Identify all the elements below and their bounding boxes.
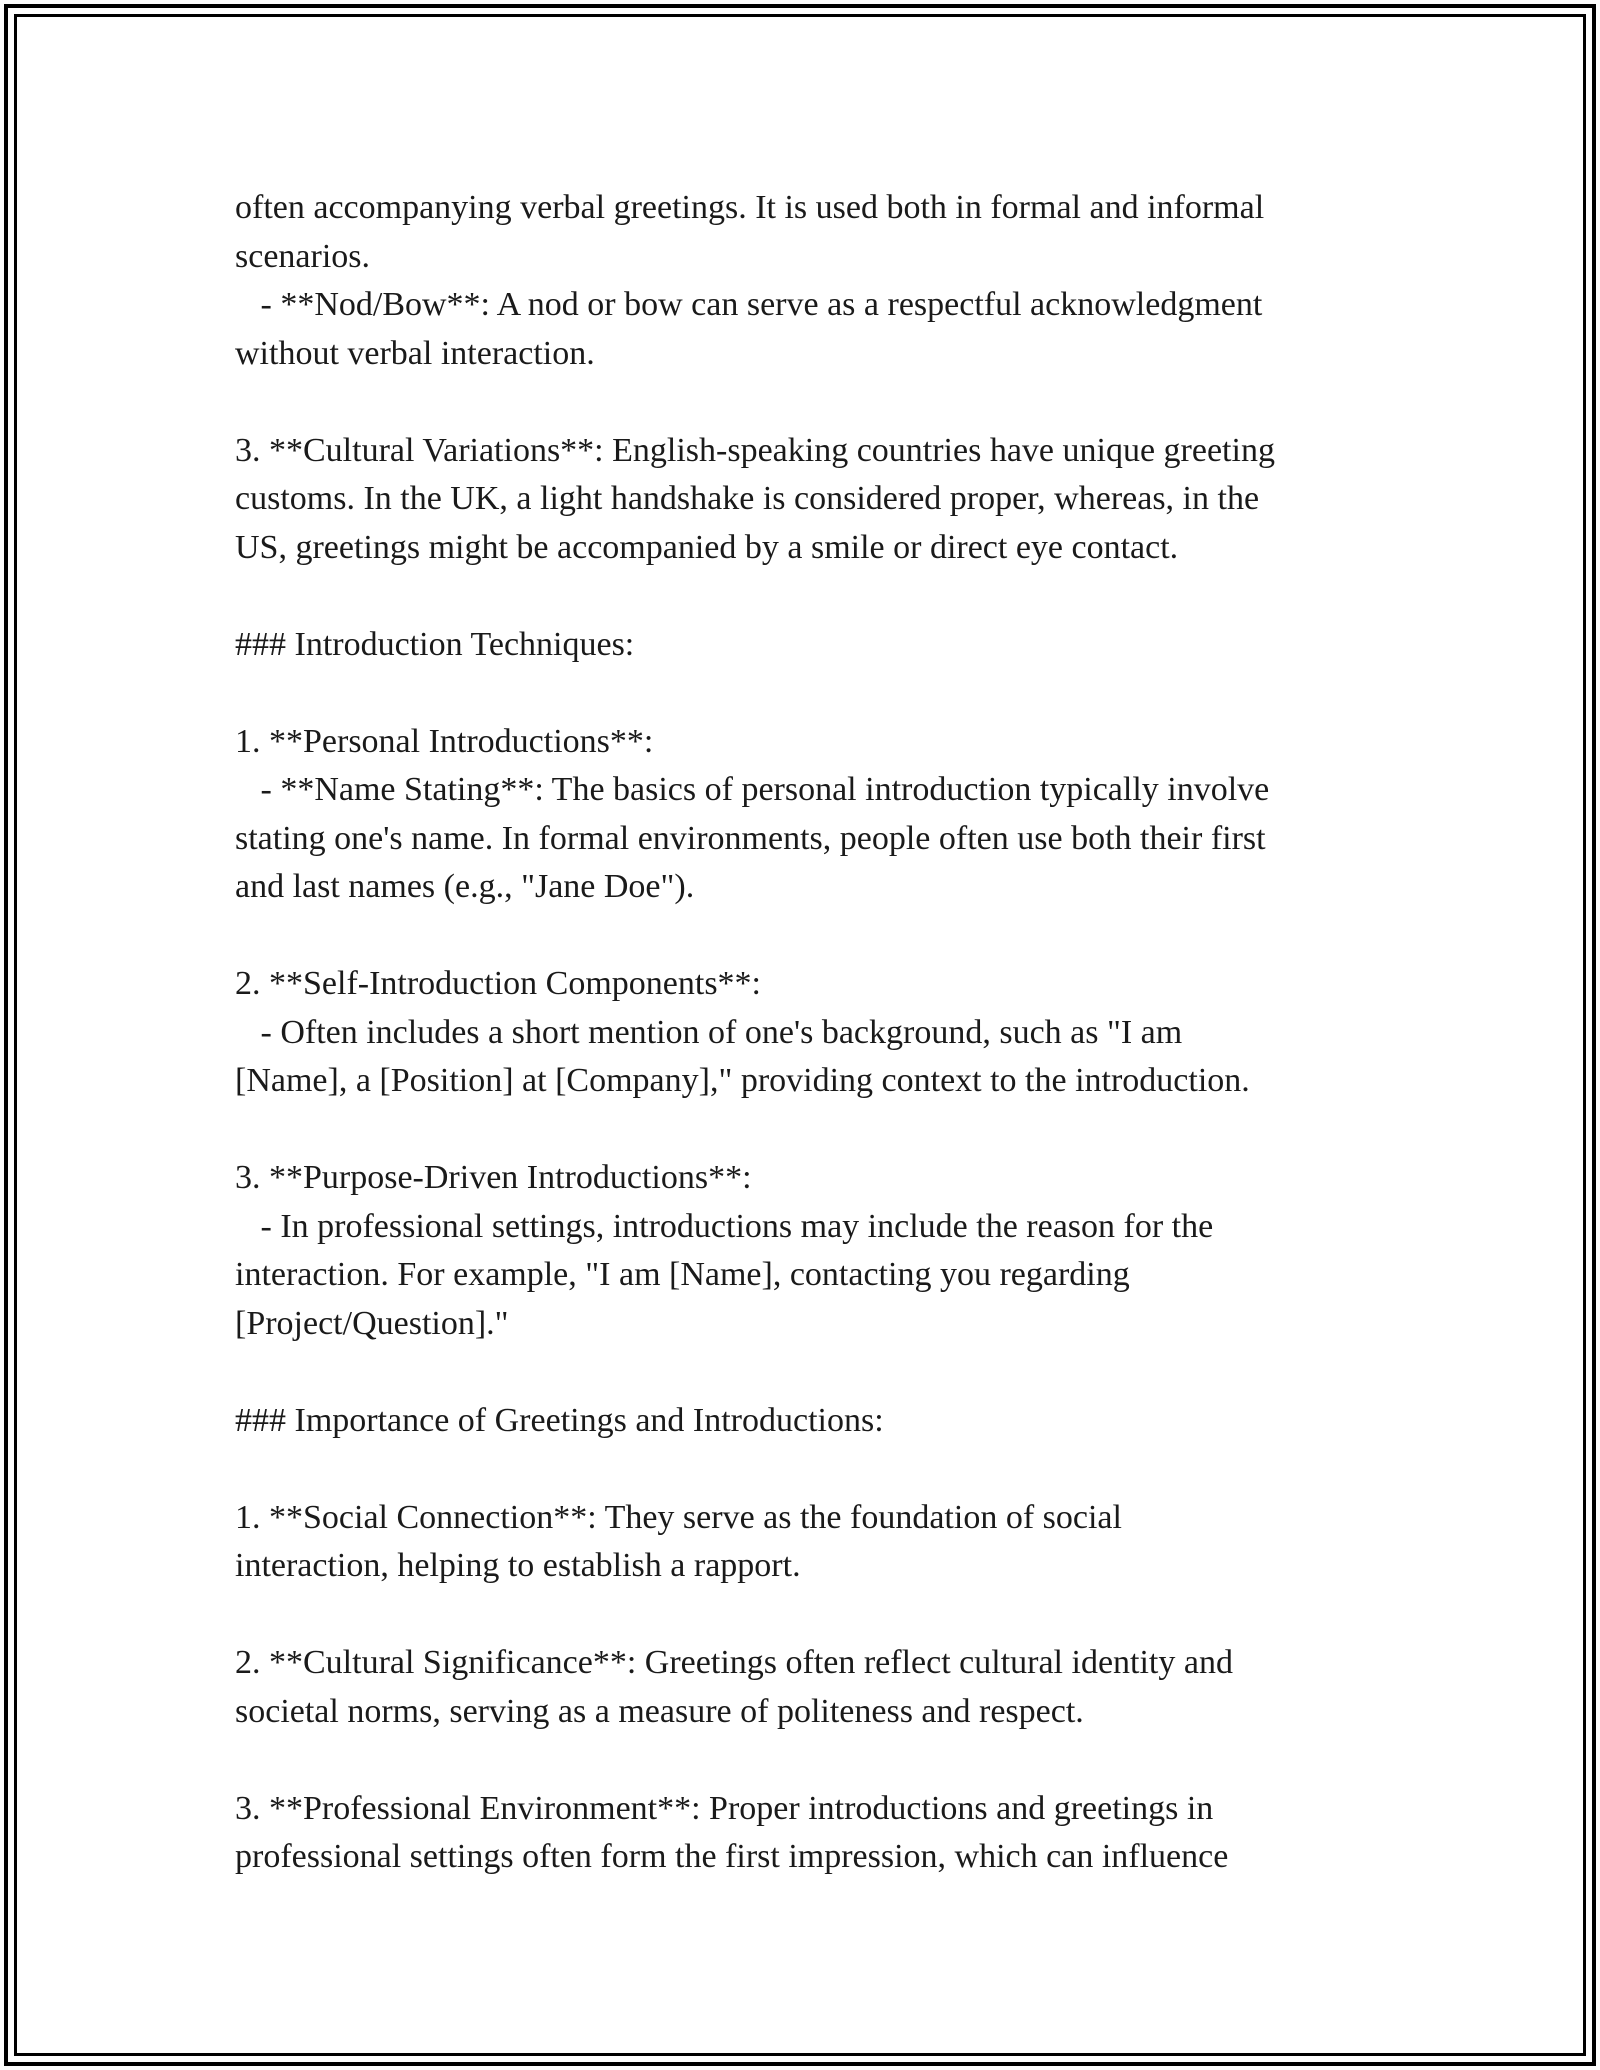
text-line: without verbal interaction. (235, 334, 595, 372)
text-line: 1. **Social Connection**: They serve as the foundation of social (235, 1498, 1122, 1536)
text-line: stating one's name. In formal environments, people often use both their first (235, 819, 1266, 857)
blank-line (235, 1736, 1385, 1785)
text-line: professional settings often form the first impression, which can influence (235, 1838, 1229, 1875)
blank-line (235, 912, 1385, 961)
text-line: 3. **Purpose-Driven Introductions**: (235, 1159, 752, 1196)
blank-line (235, 669, 1385, 718)
text-line: [Project/Question]." (235, 1304, 509, 1342)
text-line: 2. **Self-Introduction Components**: (235, 965, 762, 1002)
text-line: [Name], a [Position] at [Company]," providing context to the introduction. (235, 1062, 1250, 1099)
text-line: societal norms, serving as a measure of politeness and respect. (235, 1692, 1084, 1730)
blank-line (235, 378, 1385, 427)
section-heading: ### Importance of Greetings and Introductions: (235, 1401, 884, 1439)
text-line: 3. **Cultural Variations**: English-speaking countries have unique greeting (235, 431, 1275, 469)
text-line: - **Name Stating**: The basics of personal introduction typically involve (235, 771, 1270, 808)
blank-line (235, 1348, 1385, 1397)
text-line: 1. **Personal Introductions**: (235, 722, 654, 760)
blank-line (235, 572, 1385, 621)
text-line: 3. **Professional Environment**: Proper introductions and greetings in (235, 1789, 1214, 1827)
text-line: - **Nod/Bow**: A nod or bow can serve as a respectful acknowledgment (235, 286, 1263, 323)
text-line: interaction. For example, "I am [Name], contacting you regarding (235, 1256, 1130, 1293)
text-line: - Often includes a short mention of one's background, such as "I am (235, 1013, 1183, 1051)
document-body (235, 184, 1385, 1882)
blank-line (235, 1445, 1385, 1494)
text-line: often accompanying verbal greetings. It is used both in formal and informal (235, 189, 1265, 226)
text-line: interaction, helping to establish a rapport. (235, 1547, 801, 1584)
blank-line (235, 1591, 1385, 1640)
text-line: US, greetings might be accompanied by a smile or direct eye contact. (235, 528, 1179, 566)
text-line: customs. In the UK, a light handshake is considered proper, whereas, in the (235, 480, 1260, 517)
text-line: and last names (e.g., "Jane Doe"). (235, 868, 695, 905)
text-line: scenarios. (235, 237, 371, 275)
section-heading: ### Introduction Techniques: (235, 625, 635, 663)
blank-line (235, 1106, 1385, 1155)
text-line: 2. **Cultural Significance**: Greetings often reflect cultural identity and (235, 1644, 1233, 1681)
text-line: - In professional settings, introductions may include the reason for the (235, 1207, 1214, 1245)
